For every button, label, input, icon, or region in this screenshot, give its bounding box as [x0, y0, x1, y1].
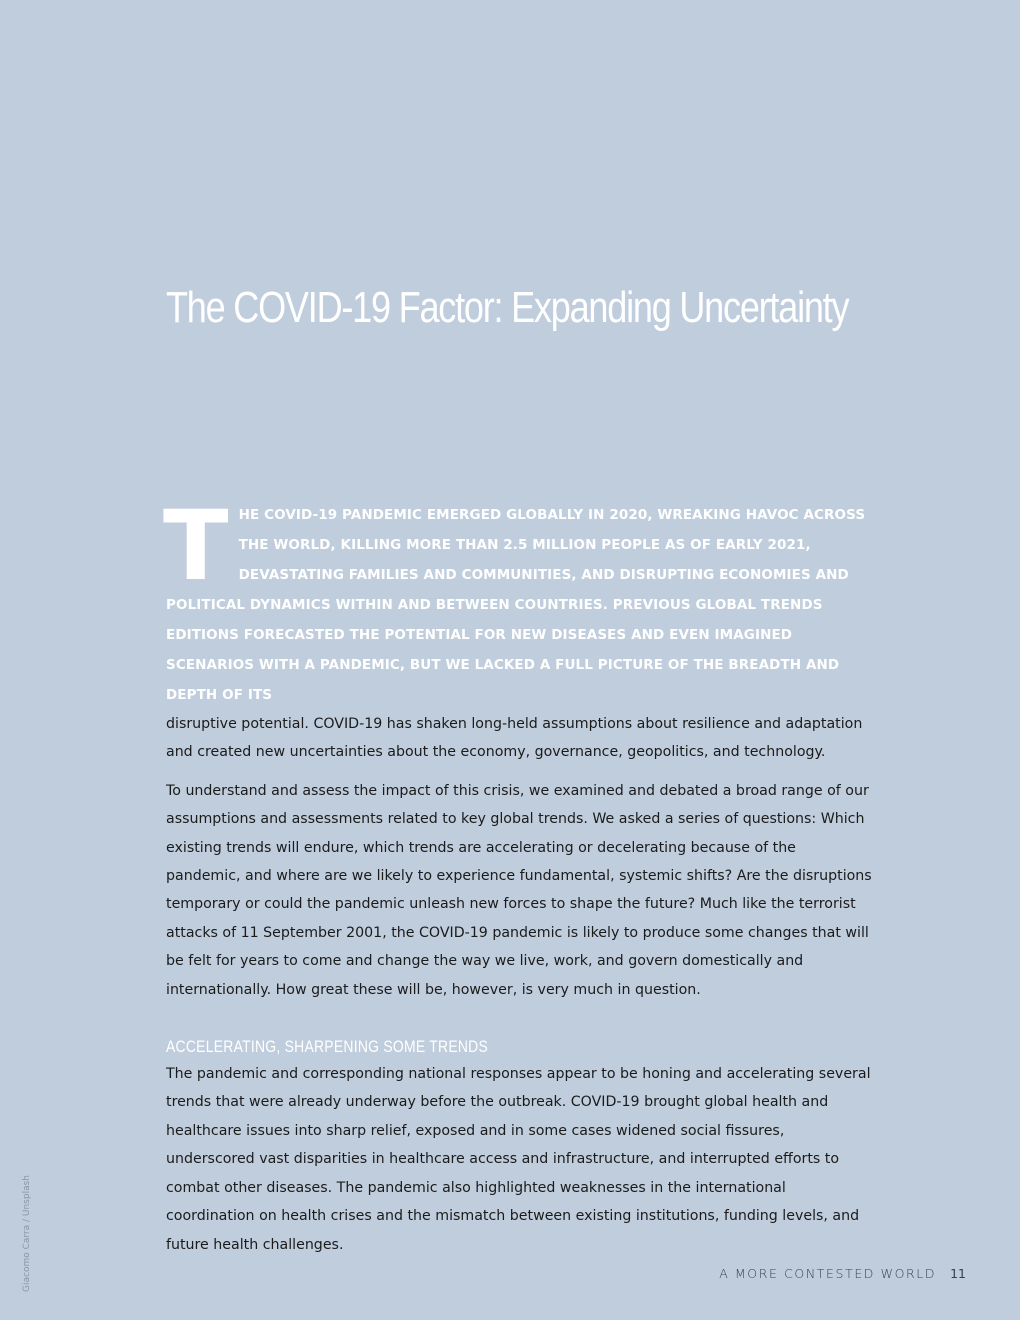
photo-credit: Giacomo Carra / Unsplash: [22, 1175, 32, 1292]
lead-caps-text: HE COVID-19 PANDEMIC EMERGED GLOBALLY IN 2020, WREAKING HAVOC ACROSS THE WORLD, KILLING MORE THAN 2.5 MILLION PEOPLE AS OF EARLY 2021, DEVASTATING FAMILIES AND COMMUNITIES, AND DISRUPTING ECONOMIES AND POLITICAL DYNAMICS WITHIN AND BETWEEN COUNTRIES. PREVIOUS GLOBAL TRENDS EDITIONS FORECASTED THE POTENTIAL FOR NEW DISEASES AND EVEN IMAGINED SCENARIOS WITH A PANDEMIC, BUT WE LACKED A FULL PICTURE OF THE BREADTH AND DEPTH OF ITS: [166, 507, 866, 703]
page-title: The COVID-19 Factor: Expanding Uncertainty: [166, 283, 849, 332]
page-number: 11: [950, 1266, 966, 1281]
running-title: A MORE CONTESTED WORLD: [719, 1266, 937, 1281]
section-heading: ACCELERATING, SHARPENING SOME TRENDS: [166, 1037, 489, 1057]
article-body: [163, 490, 874, 1259]
lead-paragraph: [163, 490, 874, 710]
page-footer: [719, 1266, 966, 1281]
lead-continuation: disruptive potential. COVID-19 has shaken long-held assumptions about resilience and adaptation and created new uncertainties about the economy, governance, geopolitics, and technology.: [166, 716, 863, 761]
drop-cap: T: [163, 490, 229, 602]
body-paragraph: To understand and assess the impact of this crisis, we examined and debated a broad range of our assumptions and assessments related to key global trends. We asked a series of questions: Which existing trends will endure, which trends are accelerating or decelerating because of the pandemic, and where are we likely to experience fundamental, systemic shifts? Are the disruptions temporary or could the pandemic unleash new forces to shape the future? Much like the terrorist attacks of 11 September 2001, the COVID-19 pandemic is likely to produce some changes that will be felt for years to come and change the way we live, work, and govern domestically and internationally. How great these will be, however, is very much in question.: [166, 782, 872, 998]
section-paragraph: The pandemic and corresponding national responses appear to be honing and accelerating several trends that were already underway before the outbreak. COVID-19 brought global health and healthcare issues into sharp relief, exposed and in some cases widened social fissures, underscored vast disparities in healthcare access and infrastructure, and interrupted efforts to combat other diseases. The pandemic also highlighted weaknesses in the international coordination on health crises and the mismatch between existing institutions, funding levels, and future health challenges.: [166, 1066, 871, 1253]
